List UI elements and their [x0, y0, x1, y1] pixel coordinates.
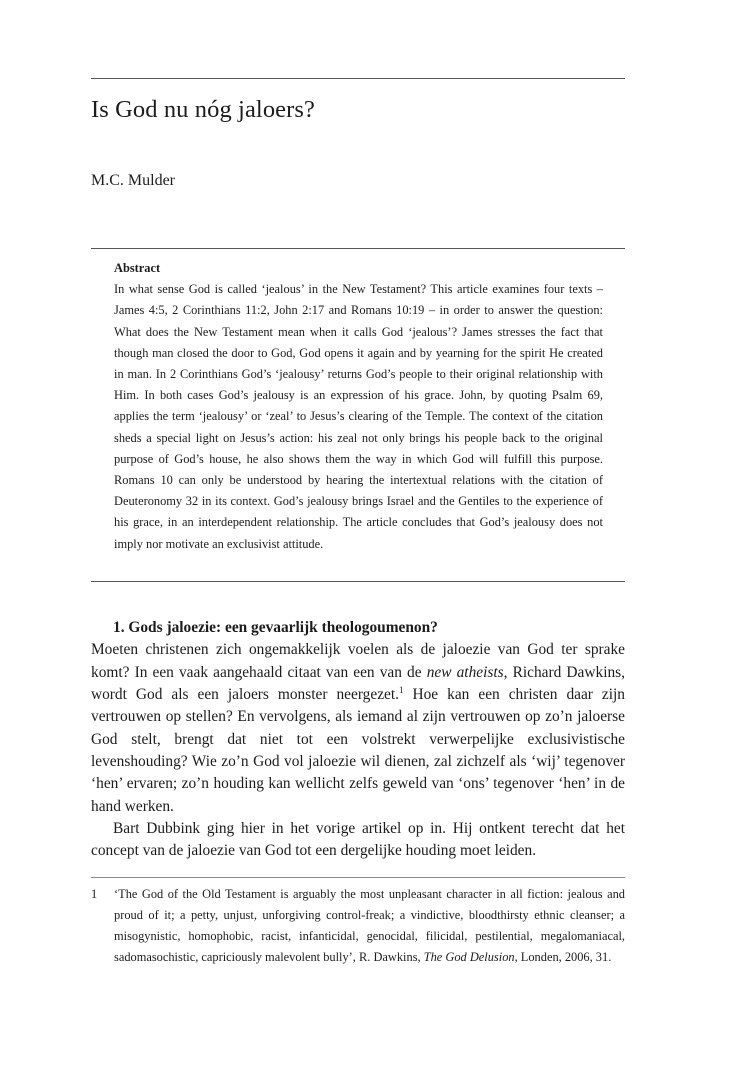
footnote-rule: [91, 877, 625, 878]
footnote-text: [114, 884, 625, 968]
abstract-body: In what sense God is called ‘jealous’ in the New Testament? This article examines four texts – James 4:5, 2 Corinthians 11:2, John 2:17 and Romans 10:19 – in order to answer the question: What does the New Testament mean when it calls God ‘jealous’? James stresses the fact that though man closed the door to God, God opens it again and by yearning for the spirit He created in man. In 2 Corinthians God’s ‘jealousy’ returns God’s people to their original relationship with Him. In both cases God’s jealousy is an expression of his grace. John, by quoting Psalm 69, applies the term ‘jealousy’ or ‘zeal’ to Jesus’s clearing of the Temple. The context of the citation sheds a special light on Jesus’s action: his zeal not only brings his people back to the original purpose of God’s house, he also shows them the way in which God will fulfill this purpose. Romans 10 can only be understood by hearing the intertextual relations with the citation of Deuteronomy 32 in its context. God’s jealousy brings Israel and the Gentiles to the experience of his grace, in an interdependent relationship. The article concludes that God’s jealousy does not imply nor motivate an exclusivist attitude.: [114, 282, 603, 551]
abstract-top-rule: [91, 248, 625, 249]
top-rule: [91, 78, 625, 79]
footnote-1: [91, 884, 625, 968]
abstract-block: [114, 258, 603, 555]
abstract-bottom-rule: [91, 581, 625, 582]
paragraph-1-text-c: Hoe kan een christen daar zijn vertrouwen op stellen? En vervolgens, als iemand al zijn vertrouwen op zo’n jaloerse God stelt, brengt dat niet tot een volstrekt verwerpelijke exclusivistische levenshouding? Wie zo’n God vol jaloezie wil dienen, zal zichzelf als ‘wij’ tegenover ‘hen’ ervaren; zo’n houding kan wellicht zelfs geweld van ‘ons’ tegenover ‘hen’ in de hand werken.: [91, 686, 626, 815]
paragraph-2: Bart Dubbink ging hier in het vorige artikel op in. Hij ontkent terecht dat het concept van de jaloezie van God tot een dergelijke houding moet leiden.: [91, 820, 625, 860]
paragraph-1-italic: new atheists: [426, 663, 504, 681]
section-heading: 1. Gods jaloezie: een gevaarlijk theologoumenon?: [113, 619, 438, 636]
article-title: Is God nu nóg jaloers?: [91, 96, 316, 123]
footnote-reference[interactable]: 1: [399, 684, 404, 695]
author-name: M.C. Mulder: [91, 172, 175, 189]
paragraph-1-text-b: , Richard Dawkins, wordt God als een jaloers monster neergezet.: [91, 663, 625, 704]
paragraph-1-text-a: Moeten christenen zich ongemakkelijk voelen als de jaloezie van God ter sprake komt? In een vaak aangehaald citaat van een van de: [91, 641, 625, 681]
paragraph-1: [91, 639, 625, 818]
footnote-number: 1: [91, 887, 98, 901]
footnote-book-title: The God Delusion: [423, 950, 515, 965]
section-1: [91, 617, 625, 863]
footnote-text-a: ‘The God of the Old Testament is arguably the most unpleasant character in all fiction: jealous and proud of it; a petty, unjust, unforgiving control-freak; a vindictive, bloodthirsty ethnic cleanser; a misogynistic, homophobic, racist, infanticidal, genocidal, filicidal, pestilential, megalomaniacal, sadomasochistic, capriciously malevolent bully’, R. Dawkins,: [114, 887, 625, 965]
footnote-text-b: , Londen, 2006, 31.: [514, 950, 612, 965]
abstract-heading: Abstract: [114, 261, 161, 275]
